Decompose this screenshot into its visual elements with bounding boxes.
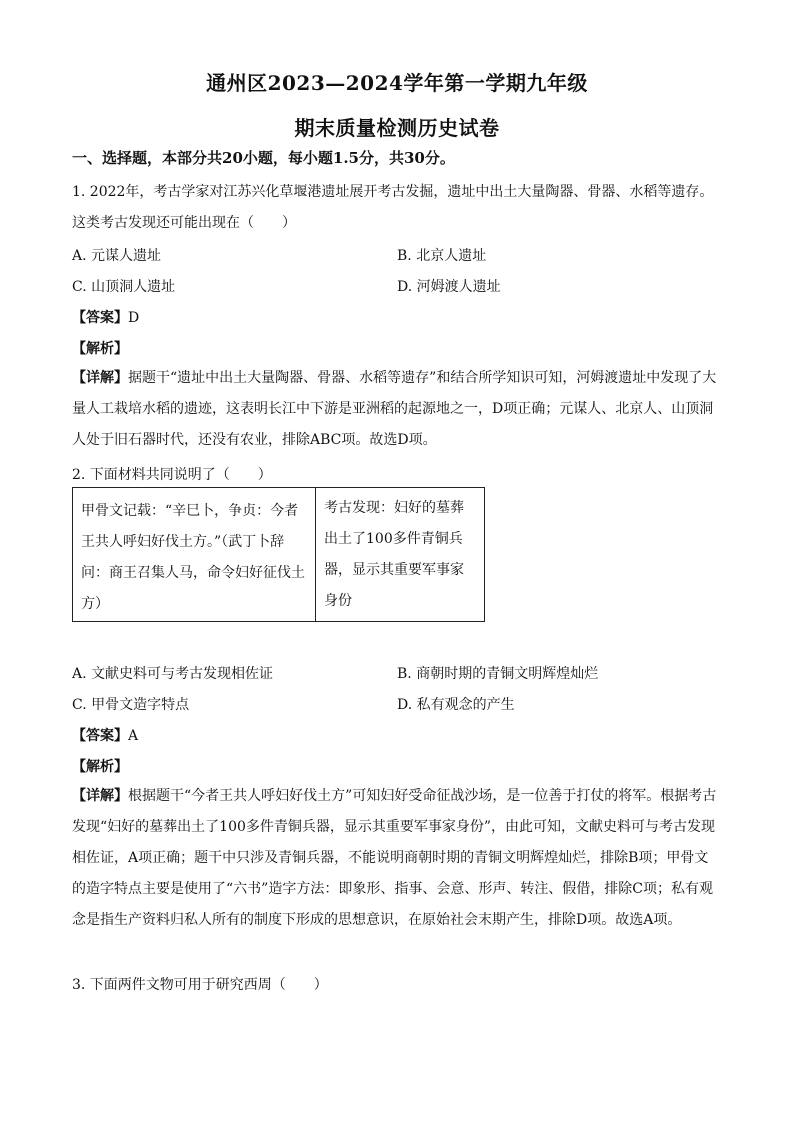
exam-title-line2: 期末质量检测历史试卷 <box>294 116 500 140</box>
q1-option-a: A. 元谋人遗址 <box>72 248 162 264</box>
exam-title-line1: 通州区2023—2024学年第一学期九年级 <box>206 71 588 95</box>
q2-option-d: D. 私有观念的产生 <box>397 697 515 713</box>
section-heading: 一、选择题，本部分共20小题，每小题1.5分，共30分。 <box>72 149 455 167</box>
q2-material-archaeology <box>316 488 484 621</box>
question-1-stem: 1. 2022年，考古学家对江苏兴化草堰港遗址展开考古发掘，遗址中出土大量陶器、骨器、水稻等遗存。这类考古发现还可能出现在（ ） <box>72 184 714 231</box>
q1-answer-value: D <box>128 310 140 326</box>
q2-material-archaeology-text: 考古发现：妇好的墓葬出土了100多件青铜兵器，显示其重要军事家身份 <box>324 499 464 609</box>
q1-option-d: D. 河姆渡人遗址 <box>397 279 501 295</box>
q1-option-c: C. 山顶洞人遗址 <box>72 279 176 295</box>
q1-detail-label: 【详解】 <box>72 370 128 386</box>
q2-answer <box>72 725 138 745</box>
q2-detail-text: 根据题干“今者王共人呼妇好伐土方”可知妇好受命征战沙场，是一位善于打仗的将军。根据考古发现“妇好的墓葬出土了100多件青铜兵器，显示其重要军事家身份”，由此可知，文献史料可与考古发现相佐证，A项正确；题干中只涉及青铜兵器，不能说明商朝时期的青铜文明辉煌灿烂，排除B项；甲骨文的造字特点主要是使用了“六书”造字方法：即象形、指事、会意、形声、转注、假借，排除C项；私有观念是指生产资料归私人所有的制度下形成的思想意识，在原始社会末期产生，排除D项。故选A项。 <box>72 788 717 928</box>
question-3-stem: 3. 下面两件文物可用于研究西周（ ） <box>72 977 328 993</box>
q2-material-oracle-bone: 甲骨文记载：“辛巳卜，争贞：今者王共人呼妇好伐土方。”（武丁卜辞问：商王召集人马，命令妇好征伐土方） <box>73 488 316 621</box>
q2-analysis-label: 【解析】 <box>72 759 128 775</box>
q2-material-table <box>72 487 485 622</box>
q2-option-b: B. 商朝时期的青铜文明辉煌灿烂 <box>397 666 599 682</box>
q2-detail-label: 【详解】 <box>72 788 128 804</box>
q2-answer-label: 【答案】 <box>72 728 128 744</box>
q1-option-b: B. 北京人遗址 <box>397 248 487 264</box>
q1-analysis-label: 【解析】 <box>72 341 128 357</box>
q1-detail <box>72 363 722 456</box>
q2-answer-value: A <box>128 728 139 744</box>
q1-answer <box>72 307 139 327</box>
q1-answer-label: 【答案】 <box>72 310 128 326</box>
q2-option-c: C. 甲骨文造字特点 <box>72 697 190 713</box>
q2-option-a: A. 文献史料可与考古发现相佐证 <box>72 666 274 682</box>
q1-detail-text: 据题干“遗址中出土大量陶器、骨器、水稻等遗存”和结合所学知识可知，河姆渡遗址中发现了大量人工栽培水稻的遗迹，这表明长江中下游是亚洲稻的起源地之一，D项正确；元谋人、北京人、山顶洞人处于旧石器时代，还没有农业，排除ABC项。故选D项。 <box>72 370 717 448</box>
q2-detail <box>72 781 722 936</box>
question-2-stem: 2. 下面材料共同说明了（ ） <box>72 467 272 483</box>
